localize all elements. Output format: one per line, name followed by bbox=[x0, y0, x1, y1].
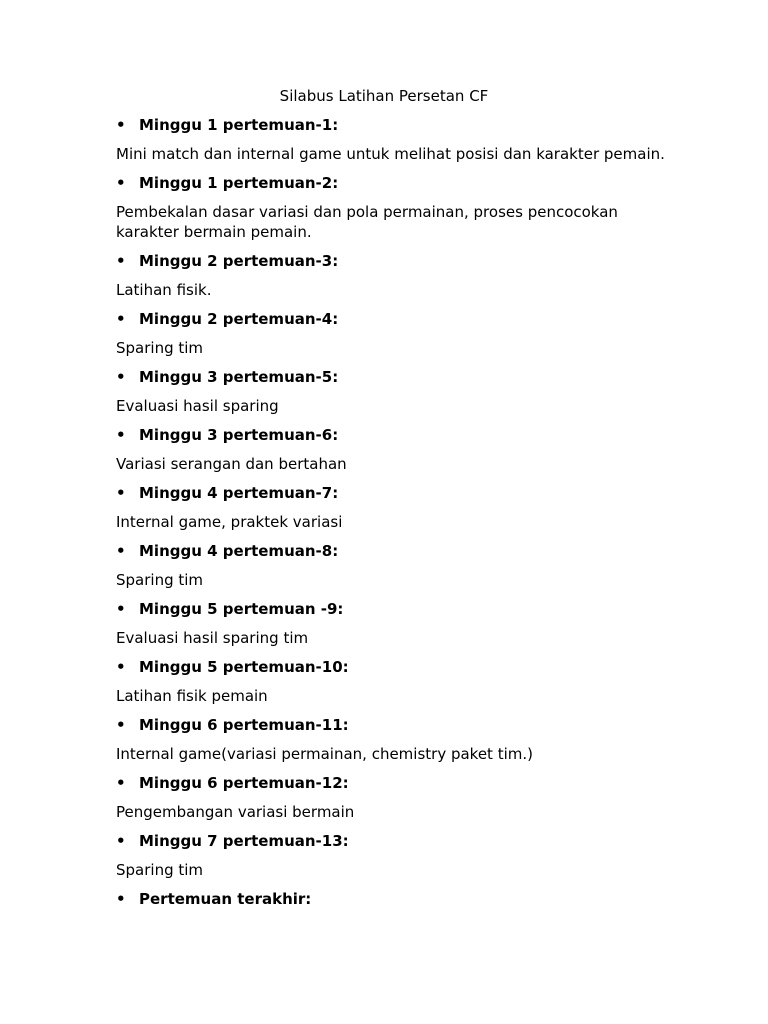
session-heading: Minggu 6 pertemuan-12: bbox=[139, 774, 349, 792]
bullet-icon: • bbox=[116, 484, 126, 502]
session-entry-10 bbox=[116, 657, 676, 706]
session-entry-8 bbox=[116, 541, 676, 590]
session-description: Variasi serangan dan bertahan bbox=[116, 455, 347, 473]
session-description: Pembekalan dasar variasi dan pola permainan, proses pencocokan karakter bermain pemain. bbox=[116, 203, 618, 241]
session-entry-4 bbox=[116, 309, 676, 358]
session-description: Evaluasi hasil sparing tim bbox=[116, 629, 309, 647]
bullet-icon: • bbox=[116, 658, 126, 676]
session-heading-row bbox=[116, 483, 676, 503]
bullet-icon: • bbox=[116, 600, 126, 618]
bullet-icon: • bbox=[116, 774, 126, 792]
session-heading-row bbox=[116, 657, 676, 677]
session-description: Internal game, praktek variasi bbox=[116, 513, 343, 531]
session-entry-12 bbox=[116, 773, 676, 822]
session-heading-row bbox=[116, 773, 676, 793]
session-heading: Minggu 1 pertemuan-1: bbox=[139, 116, 339, 134]
session-heading-row bbox=[116, 425, 676, 445]
session-description: Pengembangan variasi bermain bbox=[116, 803, 355, 821]
session-heading: Minggu 3 pertemuan-6: bbox=[139, 426, 339, 444]
bullet-icon: • bbox=[116, 832, 126, 850]
session-heading-row bbox=[116, 889, 676, 909]
session-heading-row bbox=[116, 251, 676, 271]
bullet-icon: • bbox=[116, 542, 126, 560]
session-heading: Minggu 2 pertemuan-4: bbox=[139, 310, 339, 328]
bullet-icon: • bbox=[116, 426, 126, 444]
session-heading-row bbox=[116, 715, 676, 735]
session-description: Sparing tim bbox=[116, 861, 204, 879]
session-heading: Pertemuan terakhir: bbox=[139, 890, 312, 908]
bullet-icon: • bbox=[116, 174, 126, 192]
session-entry-13 bbox=[116, 831, 676, 880]
session-heading-row bbox=[116, 541, 676, 561]
session-heading-row bbox=[116, 599, 676, 619]
session-description: Latihan fisik pemain bbox=[116, 687, 268, 705]
session-heading: Minggu 6 pertemuan-11: bbox=[139, 716, 349, 734]
session-heading: Minggu 5 pertemuan-10: bbox=[139, 658, 349, 676]
session-entry-final bbox=[116, 889, 676, 909]
bullet-icon: • bbox=[116, 252, 126, 270]
session-entry-3 bbox=[116, 251, 676, 300]
session-heading-row bbox=[116, 309, 676, 329]
session-heading: Minggu 5 pertemuan -9: bbox=[139, 600, 344, 618]
bullet-icon: • bbox=[116, 368, 126, 386]
session-entry-6 bbox=[116, 425, 676, 474]
session-entry-9 bbox=[116, 599, 676, 648]
bullet-icon: • bbox=[116, 310, 126, 328]
session-entry-7 bbox=[116, 483, 676, 532]
bullet-icon: • bbox=[116, 116, 126, 134]
session-description: Sparing tim bbox=[116, 339, 204, 357]
session-heading: Minggu 3 pertemuan-5: bbox=[139, 368, 339, 386]
session-heading: Minggu 2 pertemuan-3: bbox=[139, 252, 339, 270]
document-title: Silabus Latihan Persetan CF bbox=[279, 87, 489, 105]
session-entry-11 bbox=[116, 715, 676, 764]
session-heading-row bbox=[116, 831, 676, 851]
session-heading: Minggu 4 pertemuan-7: bbox=[139, 484, 339, 502]
session-entry-2 bbox=[116, 173, 676, 242]
session-description: Latihan fisik. bbox=[116, 281, 212, 299]
session-heading-row bbox=[116, 115, 676, 135]
session-entry-1 bbox=[116, 115, 676, 164]
bullet-icon: • bbox=[116, 890, 126, 908]
session-entry-5 bbox=[116, 367, 676, 416]
session-heading: Minggu 7 pertemuan-13: bbox=[139, 832, 349, 850]
session-heading-row bbox=[116, 173, 676, 193]
session-heading: Minggu 4 pertemuan-8: bbox=[139, 542, 339, 560]
session-description: Evaluasi hasil sparing bbox=[116, 397, 279, 415]
session-description: Mini match dan internal game untuk melihat posisi dan karakter pemain. bbox=[116, 145, 665, 163]
session-description: Internal game(variasi permainan, chemistry paket tim.) bbox=[116, 745, 533, 763]
bullet-icon: • bbox=[116, 716, 126, 734]
session-description: Sparing tim bbox=[116, 571, 204, 589]
session-list bbox=[116, 115, 676, 918]
session-heading-row bbox=[116, 367, 676, 387]
session-heading: Minggu 1 pertemuan-2: bbox=[139, 174, 339, 192]
